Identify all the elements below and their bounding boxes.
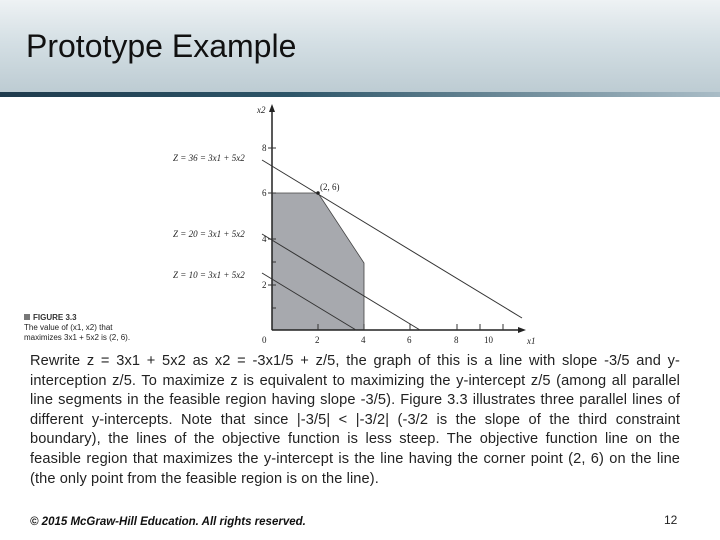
y-axis-label: x2 <box>257 105 266 115</box>
x-tick-label: 4 <box>361 335 366 345</box>
figure-caption <box>24 313 130 343</box>
slide-title: Prototype Example <box>26 28 297 64</box>
y-tick-label: 4 <box>262 234 267 244</box>
body-paragraph: Rewrite z = 3x1 + 5x2 as x2 = -3x1/5 + z/5, the graph of this is a line with slope -3/5 and y-interception z/5. To maximize z is equivalent to maximizing the y-intercept z/5 (among all parallel line segments in the feasible region having slope -3/5). Figure 3.3 illustrates three parallel lines of different y-intercepts. Note that since |-3/5| < |-3/2| (-3/2 is the slope of the third constraint boundary), the lines of the objective function is less steep. The objective function line on the feasible region that maximizes the y-intercept is the line having the corner point (2, 6) on the line (the only point from the feasible region is on the line). <box>30 353 680 487</box>
y-tick-label: 8 <box>262 143 267 153</box>
x-tick-label: 10 <box>484 335 493 345</box>
y-tick-label: 6 <box>262 188 267 198</box>
corner-point-label: (2, 6) <box>320 182 340 192</box>
page-number: 12 <box>664 513 678 527</box>
x-axis-arrow <box>518 327 526 333</box>
y-axis-arrow <box>269 104 275 112</box>
line-label-z20: Z = 20 = 3x1 + 5x2 <box>173 229 245 239</box>
line-label-z36: Z = 36 = 3x1 + 5x2 <box>173 153 245 163</box>
x-tick-label: 6 <box>407 335 412 345</box>
x-tick-label: 8 <box>454 335 459 345</box>
y-tick-label: 0 <box>262 335 267 345</box>
figure-number: FIGURE 3.3 <box>33 313 77 322</box>
caption-marker-icon <box>24 314 30 320</box>
caption-line: maximizes 3x1 + 5x2 is (2, 6). <box>24 333 131 342</box>
line-label-z10: Z = 10 = 3x1 + 5x2 <box>173 270 245 280</box>
x-tick-label: 2 <box>315 335 320 345</box>
copyright-notice: © 2015 McGraw-Hill Education. All rights reserved. <box>30 516 306 528</box>
x-axis-label: x1 <box>527 336 536 346</box>
y-tick-label: 2 <box>262 280 267 290</box>
caption-line: The value of (x1, x2) that <box>24 323 113 332</box>
